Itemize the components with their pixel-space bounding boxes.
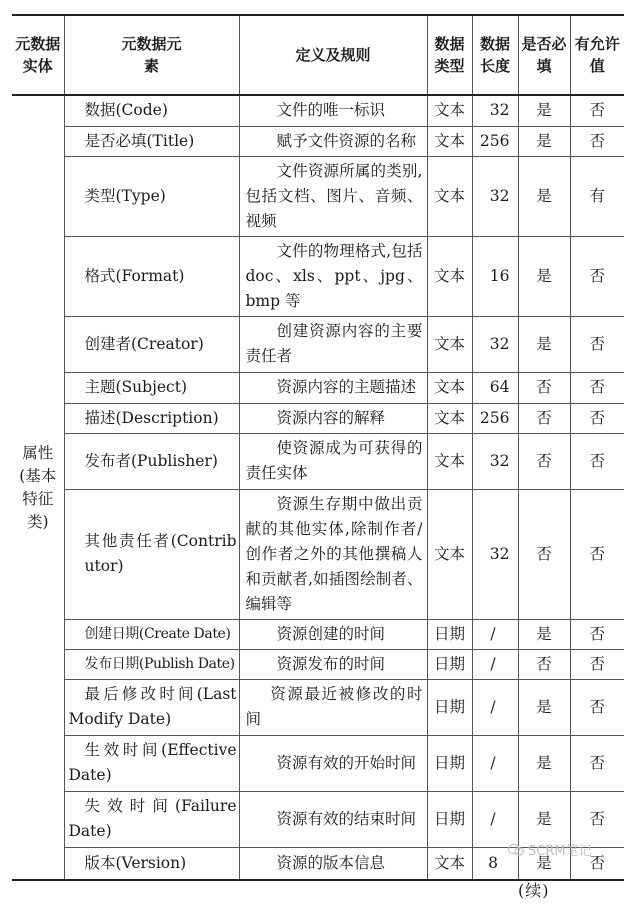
definition-cell: 资源有效的开始时间 — [239, 735, 427, 791]
definition-cell: 文件的物理格式,包括 doc、xls、ppt、jpg、bmp 等 — [239, 236, 427, 316]
length-cell: 32 — [472, 316, 518, 372]
definition-cell: 赋予文件资源的名称 — [239, 126, 427, 156]
required-cell: 是 — [518, 316, 570, 372]
type-cell: 日期 — [427, 679, 472, 735]
element-cell: 发布日期(Publish Date) — [64, 649, 239, 679]
length-cell: 16 — [472, 236, 518, 316]
allowed-cell: 否 — [570, 372, 624, 403]
type-cell: 文本 — [427, 403, 472, 433]
header-data-length: 数据长度 — [472, 15, 518, 95]
element-cell: 数据(Code) — [64, 95, 239, 126]
allowed-cell: 否 — [570, 679, 624, 735]
continued-label: (续) — [518, 881, 550, 900]
type-cell: 文本 — [427, 95, 472, 126]
length-cell: 64 — [472, 372, 518, 403]
definition-cell: 创建资源内容的主要责任者 — [239, 316, 427, 372]
metadata-table — [12, 14, 624, 881]
length-cell: 32 — [472, 489, 518, 619]
length-cell: 256 — [472, 126, 518, 156]
required-cell: 否 — [518, 433, 570, 489]
definition-cell: 资源内容的解释 — [239, 403, 427, 433]
allowed-cell: 否 — [570, 847, 624, 880]
table-row — [12, 791, 624, 847]
allowed-cell: 否 — [570, 316, 624, 372]
type-cell: 文本 — [427, 236, 472, 316]
required-cell: 否 — [518, 489, 570, 619]
definition-cell: 资源发布的时间 — [239, 649, 427, 679]
type-cell: 日期 — [427, 791, 472, 847]
definition-cell: 文件资源所属的类别,包括文档、图片、音频、视频 — [239, 156, 427, 236]
table-row — [12, 403, 624, 433]
length-cell: 8 — [472, 847, 518, 880]
definition-cell: 文件的唯一标识 — [239, 95, 427, 126]
table-row — [12, 679, 624, 735]
table-row — [12, 433, 624, 489]
type-cell: 文本 — [427, 489, 472, 619]
element-cell: 生效时间(Effective Date) — [64, 735, 239, 791]
element-cell: 其他责任者(Contributor) — [64, 489, 239, 619]
type-cell: 文本 — [427, 433, 472, 489]
header-row — [12, 15, 624, 95]
type-cell: 文本 — [427, 126, 472, 156]
header-definition: 定义及规则 — [239, 15, 427, 95]
required-cell: 是 — [518, 791, 570, 847]
entity-cell: 属性(基本特征类) — [12, 95, 64, 880]
element-cell: 主题(Subject) — [64, 372, 239, 403]
element-cell: 失效时间(Failure Date) — [64, 791, 239, 847]
allowed-cell: 否 — [570, 489, 624, 619]
required-cell: 是 — [518, 95, 570, 126]
element-cell: 描述(Description) — [64, 403, 239, 433]
element-cell: 最后修改时间(Last Modify Date) — [64, 679, 239, 735]
allowed-cell: 否 — [570, 433, 624, 489]
length-cell: / — [472, 619, 518, 649]
definition-cell: 资源创建的时间 — [239, 619, 427, 649]
table-row — [12, 619, 624, 649]
element-cell: 版本(Version) — [64, 847, 239, 880]
type-cell: 文本 — [427, 847, 472, 880]
length-cell: 32 — [472, 433, 518, 489]
allowed-cell: 否 — [570, 619, 624, 649]
element-cell: 是否必填(Title) — [64, 126, 239, 156]
allowed-cell: 否 — [570, 403, 624, 433]
type-cell: 日期 — [427, 619, 472, 649]
table-row — [12, 735, 624, 791]
table-row — [12, 847, 624, 880]
required-cell: 否 — [518, 649, 570, 679]
table-row — [12, 126, 624, 156]
type-cell: 文本 — [427, 316, 472, 372]
header-required: 是否必填 — [518, 15, 570, 95]
allowed-cell: 有 — [570, 156, 624, 236]
definition-cell: 资源生存期中做出贡献的其他实体,除制作者/创作者之外的其他撰稿人和贡献者,如插图绘制者、编辑等 — [239, 489, 427, 619]
table-row — [12, 156, 624, 236]
element-cell: 创建者(Creator) — [64, 316, 239, 372]
required-cell: 是 — [518, 679, 570, 735]
table-row — [12, 372, 624, 403]
length-cell: 256 — [472, 403, 518, 433]
required-cell: 是 — [518, 126, 570, 156]
watermark-text: SCRM笔记 — [528, 844, 592, 859]
type-cell: 日期 — [427, 649, 472, 679]
length-cell: 32 — [472, 156, 518, 236]
page — [12, 14, 624, 881]
definition-cell: 资源内容的主题描述 — [239, 372, 427, 403]
required-cell: 是 — [518, 847, 570, 880]
allowed-cell: 否 — [570, 95, 624, 126]
required-cell: 是 — [518, 236, 570, 316]
required-cell: 是 — [518, 619, 570, 649]
header-element: 元数据元素 — [64, 15, 239, 95]
allowed-cell: 否 — [570, 649, 624, 679]
length-cell: / — [472, 649, 518, 679]
element-cell: 发布者(Publisher) — [64, 433, 239, 489]
definition-cell: 资源最近被修改的时间 — [239, 679, 427, 735]
table-row — [12, 236, 624, 316]
length-cell: / — [472, 735, 518, 791]
type-cell: 文本 — [427, 156, 472, 236]
allowed-cell: 否 — [570, 236, 624, 316]
required-cell: 是 — [518, 735, 570, 791]
length-cell: / — [472, 679, 518, 735]
required-cell: 否 — [518, 372, 570, 403]
header-data-type: 数据类型 — [427, 15, 472, 95]
header-allowed: 有允许值 — [570, 15, 624, 95]
allowed-cell: 否 — [570, 735, 624, 791]
table-row — [12, 489, 624, 619]
table-row — [12, 95, 624, 126]
allowed-cell: 否 — [570, 791, 624, 847]
definition-cell: 资源有效的结束时间 — [239, 791, 427, 847]
length-cell: 32 — [472, 95, 518, 126]
length-cell: / — [472, 791, 518, 847]
type-cell: 日期 — [427, 735, 472, 791]
table-row — [12, 649, 624, 679]
required-cell: 否 — [518, 403, 570, 433]
header-entity: 元数据实体 — [12, 15, 64, 95]
element-cell: 创建日期(Create Date) — [64, 619, 239, 649]
required-cell: 是 — [518, 156, 570, 236]
table-row — [12, 316, 624, 372]
allowed-cell: 否 — [570, 126, 624, 156]
definition-cell: 使资源成为可获得的责任实体 — [239, 433, 427, 489]
definition-cell: 资源的版本信息 — [239, 847, 427, 880]
element-cell: 类型(Type) — [64, 156, 239, 236]
type-cell: 文本 — [427, 372, 472, 403]
element-cell: 格式(Format) — [64, 236, 239, 316]
